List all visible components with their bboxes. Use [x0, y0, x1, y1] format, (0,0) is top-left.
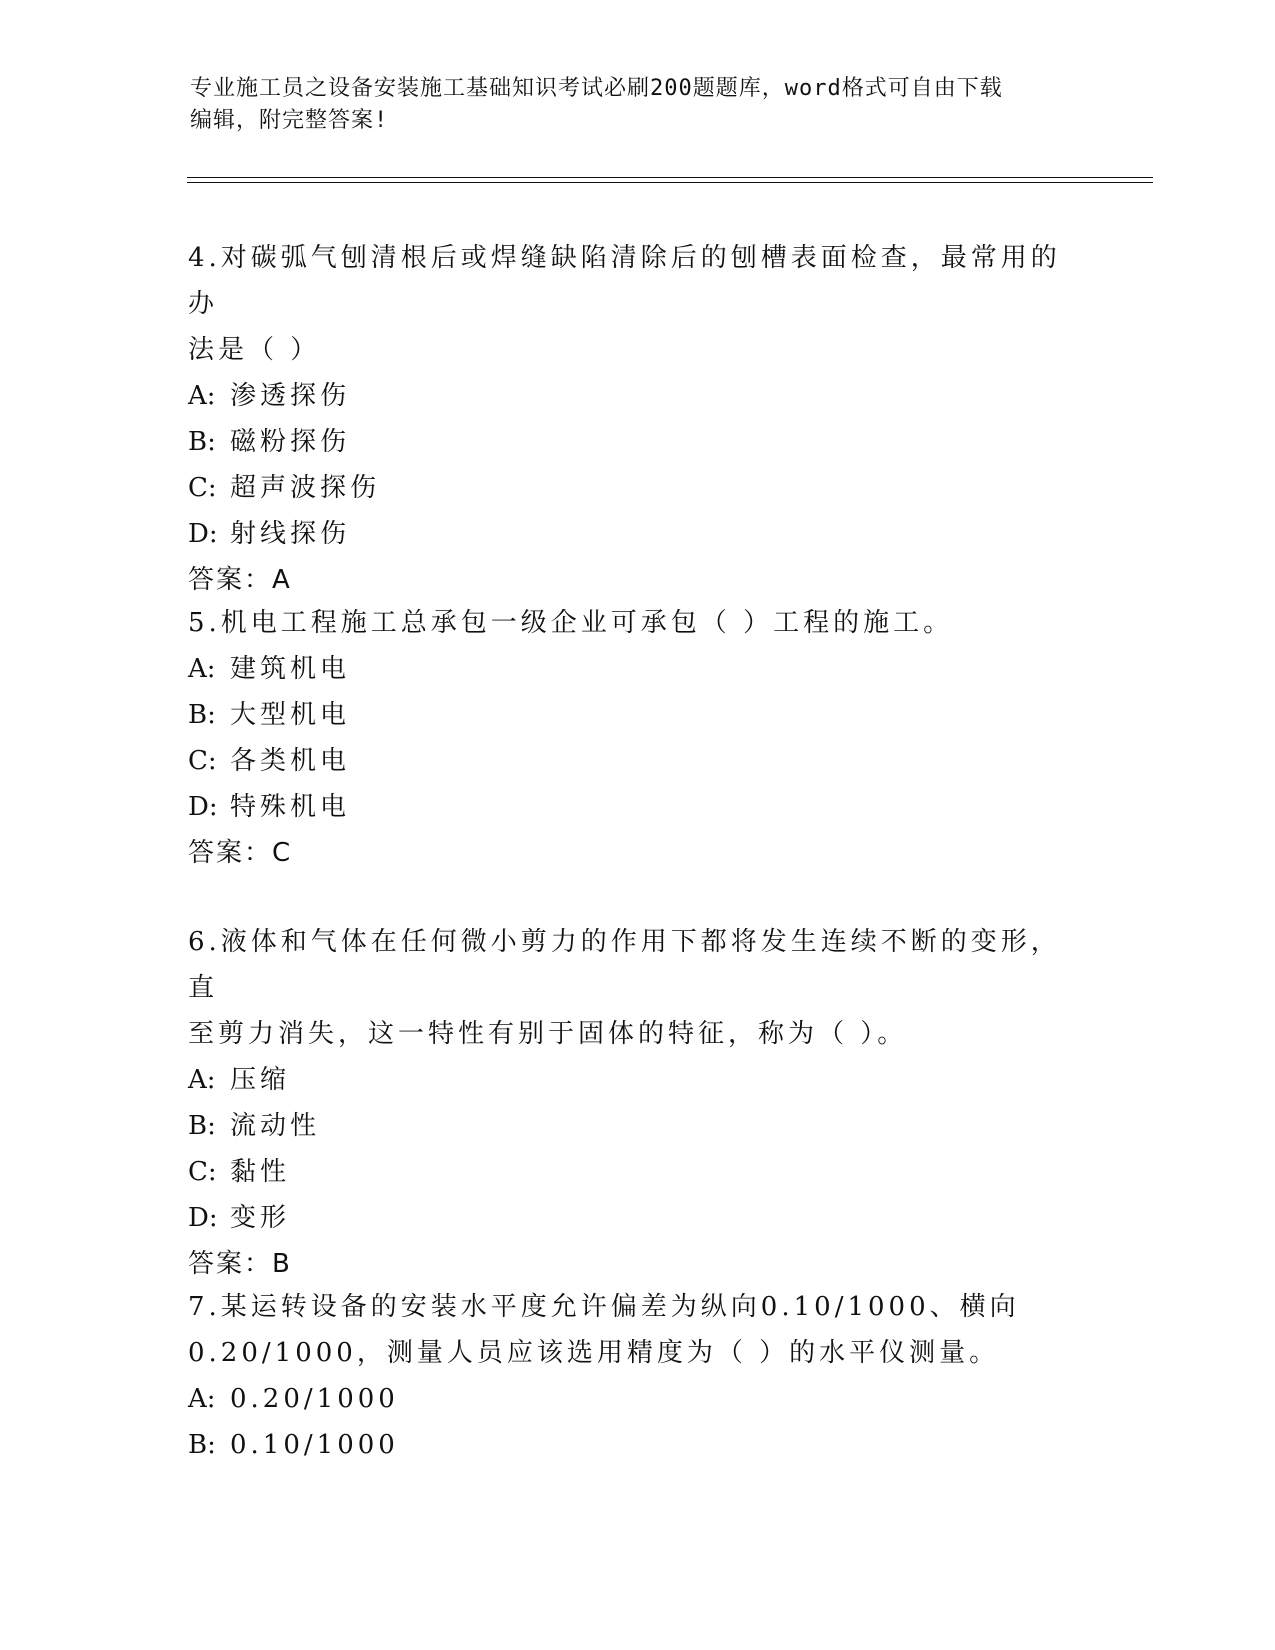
document-header: [190, 73, 1090, 137]
option-b: [188, 1103, 1068, 1149]
option-b: [188, 692, 1068, 738]
question-stem-line: 0.20/1000，测量人员应该选用精度为（ ）的水平仪测量。: [188, 1338, 1000, 1368]
option-d: [188, 511, 1068, 557]
option-key: C:: [188, 1157, 217, 1187]
option-c: [188, 465, 1068, 511]
answer-label: 答案：A: [188, 565, 292, 595]
question-4: [188, 235, 1068, 603]
header-line-2: 编辑，附完整答案!: [190, 108, 389, 133]
question-stem-line: 5.机电工程施工总承包一级企业可承包（ ）工程的施工。: [188, 608, 954, 638]
question-stem-line: 6.液体和气体在任何微小剪力的作用下都将发生连续不断的变形，直: [188, 927, 1061, 1003]
header-rule-bottom: [187, 182, 1153, 183]
option-key: C:: [188, 746, 217, 776]
option-key: A:: [188, 1065, 216, 1095]
option-key: D:: [188, 1203, 218, 1233]
question-stem-line: 4.对碳弧气刨清根后或焊缝缺陷清除后的刨槽表面检查，最常用的办: [188, 243, 1061, 319]
option-a: [188, 646, 1068, 692]
question-stem-line: 至剪力消失，这一特性有别于固体的特征，称为（ ）。: [188, 1019, 908, 1049]
question-stem-line: 法是（ ）: [188, 335, 321, 365]
option-key: B:: [188, 1430, 216, 1460]
option-key: D:: [188, 519, 218, 549]
option-text: 流动性: [230, 1111, 321, 1141]
option-a: [188, 1376, 1068, 1422]
option-text: 压缩: [230, 1065, 291, 1095]
option-b: [188, 1422, 1068, 1468]
question-6: [188, 919, 1068, 1287]
option-text: 0.10/1000: [230, 1430, 399, 1460]
option-key: B:: [188, 700, 216, 730]
option-b: [188, 419, 1068, 465]
option-text: 变形: [230, 1203, 291, 1233]
question-7: [188, 1284, 1068, 1468]
option-text: 黏性: [230, 1157, 291, 1187]
option-a: [188, 1057, 1068, 1103]
option-text: 建筑机电: [230, 654, 351, 684]
option-key: B:: [188, 427, 216, 457]
option-key: A:: [188, 654, 216, 684]
option-text: 磁粉探伤: [230, 427, 351, 457]
option-key: B:: [188, 1111, 216, 1141]
option-d: [188, 784, 1068, 830]
question-stem-line: 7.某运转设备的安装水平度允许偏差为纵向0.10/1000、横向: [188, 1292, 1020, 1322]
option-text: 各类机电: [230, 746, 351, 776]
option-text: 特殊机电: [230, 792, 351, 822]
option-key: A:: [188, 1384, 216, 1414]
option-text: 射线探伤: [230, 519, 351, 549]
question-5: [188, 600, 1068, 876]
option-d: [188, 1195, 1068, 1241]
header-line-1: 专业施工员之设备安装施工基础知识考试必刷200题题库，word格式可自由下载: [190, 76, 1003, 101]
option-text: 大型机电: [230, 700, 351, 730]
option-text: 0.20/1000: [230, 1384, 399, 1414]
option-key: A:: [188, 381, 216, 411]
option-key: D:: [188, 792, 218, 822]
option-c: [188, 1149, 1068, 1195]
option-text: 超声波探伤: [230, 473, 381, 503]
header-rule-top: [187, 177, 1153, 178]
option-c: [188, 738, 1068, 784]
answer-label: 答案：B: [188, 1249, 292, 1279]
option-a: [188, 373, 1068, 419]
answer-label: 答案：C: [188, 838, 293, 868]
option-key: C:: [188, 473, 217, 503]
option-text: 渗透探伤: [230, 381, 351, 411]
